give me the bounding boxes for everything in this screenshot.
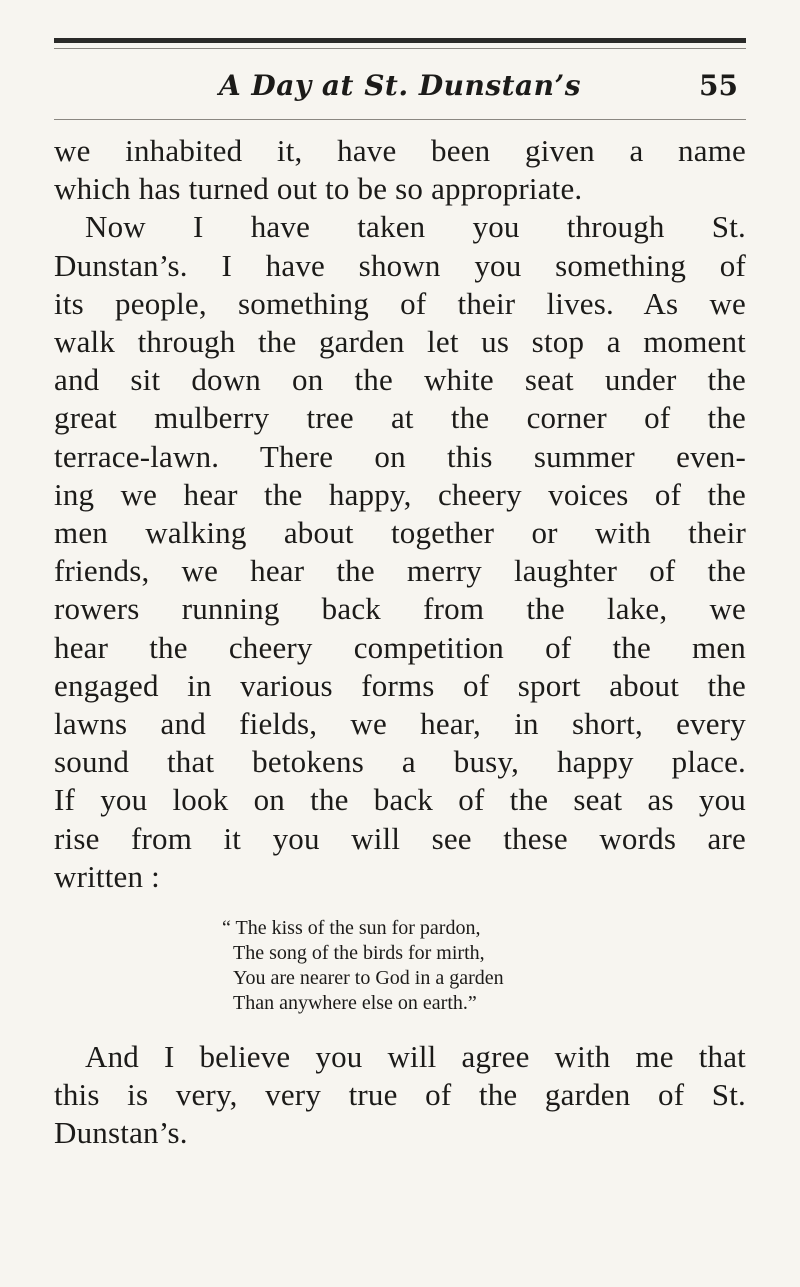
body-line: ing we hear the happy, cheery voices of the [54, 476, 746, 512]
poem-line: “ The kiss of the sun for pardon, [222, 917, 481, 940]
closing-line: this is very, very true of the garden of St. [54, 1077, 746, 1113]
body-line: walk through the garden let us stop a moment [54, 324, 746, 360]
body-line: Now I have taken you through St. [85, 209, 746, 245]
body-line: and sit down on the white seat under the [54, 362, 746, 398]
body-line: Dunstan’s. I have shown you something of [54, 247, 746, 283]
poem-line: Than anywhere else on earth.” [233, 992, 477, 1015]
body-line: sound that betokens a busy, happy place. [54, 744, 746, 780]
header-rule-thick [54, 38, 746, 43]
body-line: great mulberry tree at the corner of the [54, 400, 746, 436]
body-line: rise from it you will see these words are [54, 820, 746, 856]
body-line: engaged in various forms of sport about the [54, 667, 746, 703]
body-line: which has turned out to be so appropriate. [54, 171, 583, 207]
poem-quote [222, 916, 746, 1016]
body-line: rowers running back from the lake, we [54, 591, 746, 627]
body-line: friends, we hear the merry laughter of the [54, 553, 746, 589]
body-line: hear the cheery competition of the men [54, 629, 746, 665]
poem-line: The song of the birds for mirth, [233, 942, 485, 965]
body-line: If you look on the back of the seat as you [54, 782, 746, 818]
body-line: its people, something of their lives. As we [54, 285, 746, 321]
body-paragraph [54, 132, 746, 896]
header-rule-thin [54, 48, 746, 49]
header-underline [54, 119, 746, 120]
book-page [54, 38, 746, 1153]
closing-paragraph [54, 1038, 746, 1153]
body-line: lawns and fields, we hear, in short, every [54, 706, 746, 742]
closing-line: And I believe you will agree with me that [85, 1039, 746, 1075]
body-line: written : [54, 858, 160, 894]
body-line: men walking about together or with their [54, 515, 746, 551]
poem-line: You are nearer to God in a garden [233, 967, 504, 990]
page-number: 55 [699, 69, 738, 102]
running-title: A Day at St. Dunstan’s [218, 69, 582, 102]
body-line: terrace-lawn. There on this summer even- [54, 438, 746, 474]
body-line: we inhabited it, have been given a name [54, 133, 746, 168]
closing-line: Dunstan’s. [54, 1115, 188, 1151]
page-header [54, 61, 746, 119]
